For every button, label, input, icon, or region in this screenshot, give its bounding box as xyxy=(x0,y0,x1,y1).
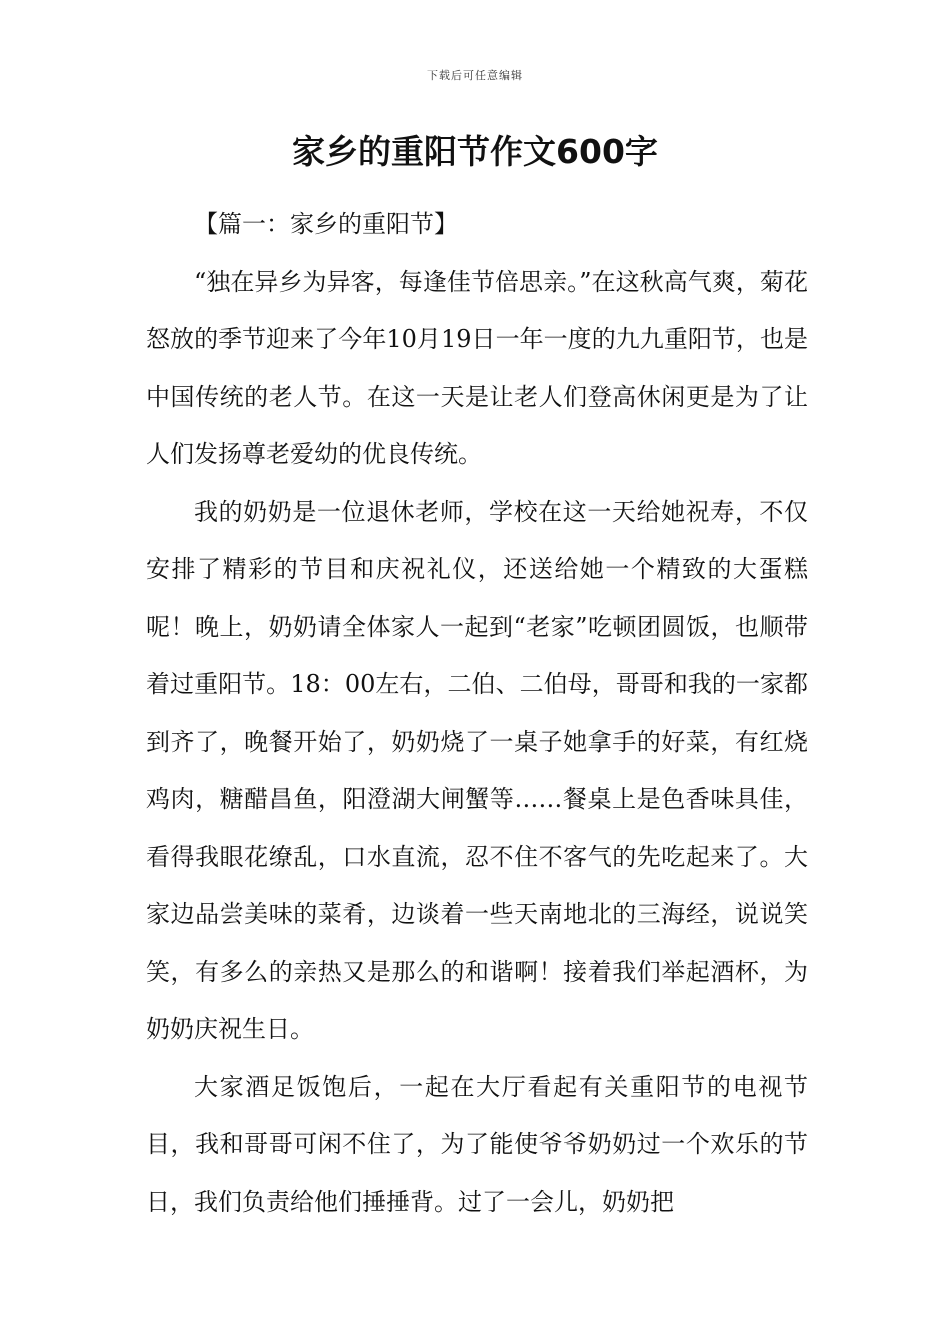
document-body xyxy=(146,196,808,1231)
section-heading: 【篇一：家乡的重阳节】 xyxy=(194,210,458,238)
paragraph: “独在异乡为异客，每逢佳节倍思亲。”在这秋高气爽，菊花怒放的季节迎来了今年10月19日一年一度的九九重阳节，也是中国传统的老人节。在这一天是让老人们登高休闲更是为了让人们发扬尊老爱幼的优良传统。 xyxy=(146,267,808,468)
header-note: 下载后可任意编辑 xyxy=(427,69,523,82)
paragraph: 我的奶奶是一位退休老师，学校在这一天给她祝寿，不仅安排了精彩的节目和庆祝礼仪，还送给她一个精致的大蛋糕呢！晚上，奶奶请全体家人一起到“老家”吃顿团圆饭，也顺带着过重阳节。18：00左右，二伯、二伯母，哥哥和我的一家都到齐了，晚餐开始了，奶奶烧了一桌子她拿手的好菜，有红烧鸡肉，糖醋昌鱼，阳澄湖大闸蟹等……餐桌上是色香味具佳，看得我眼花缭乱，口水直流，忍不住不客气的先吃起来了。大家边品尝美味的菜肴，边谈着一些天南地北的三海经，说说笑笑，有多么的亲热又是那么的和谐啊！接着我们举起酒杯，为奶奶庆祝生日。 xyxy=(146,497,808,1043)
paragraph: 大家酒足饭饱后，一起在大厅看起有关重阳节的电视节目，我和哥哥可闲不住了，为了能使爷爷奶奶过一个欢乐的节日，我们负责给他们捶捶背。过了一会儿，奶奶把 xyxy=(146,1072,808,1216)
document-title: 家乡的重阳节作文600字 xyxy=(292,132,658,171)
